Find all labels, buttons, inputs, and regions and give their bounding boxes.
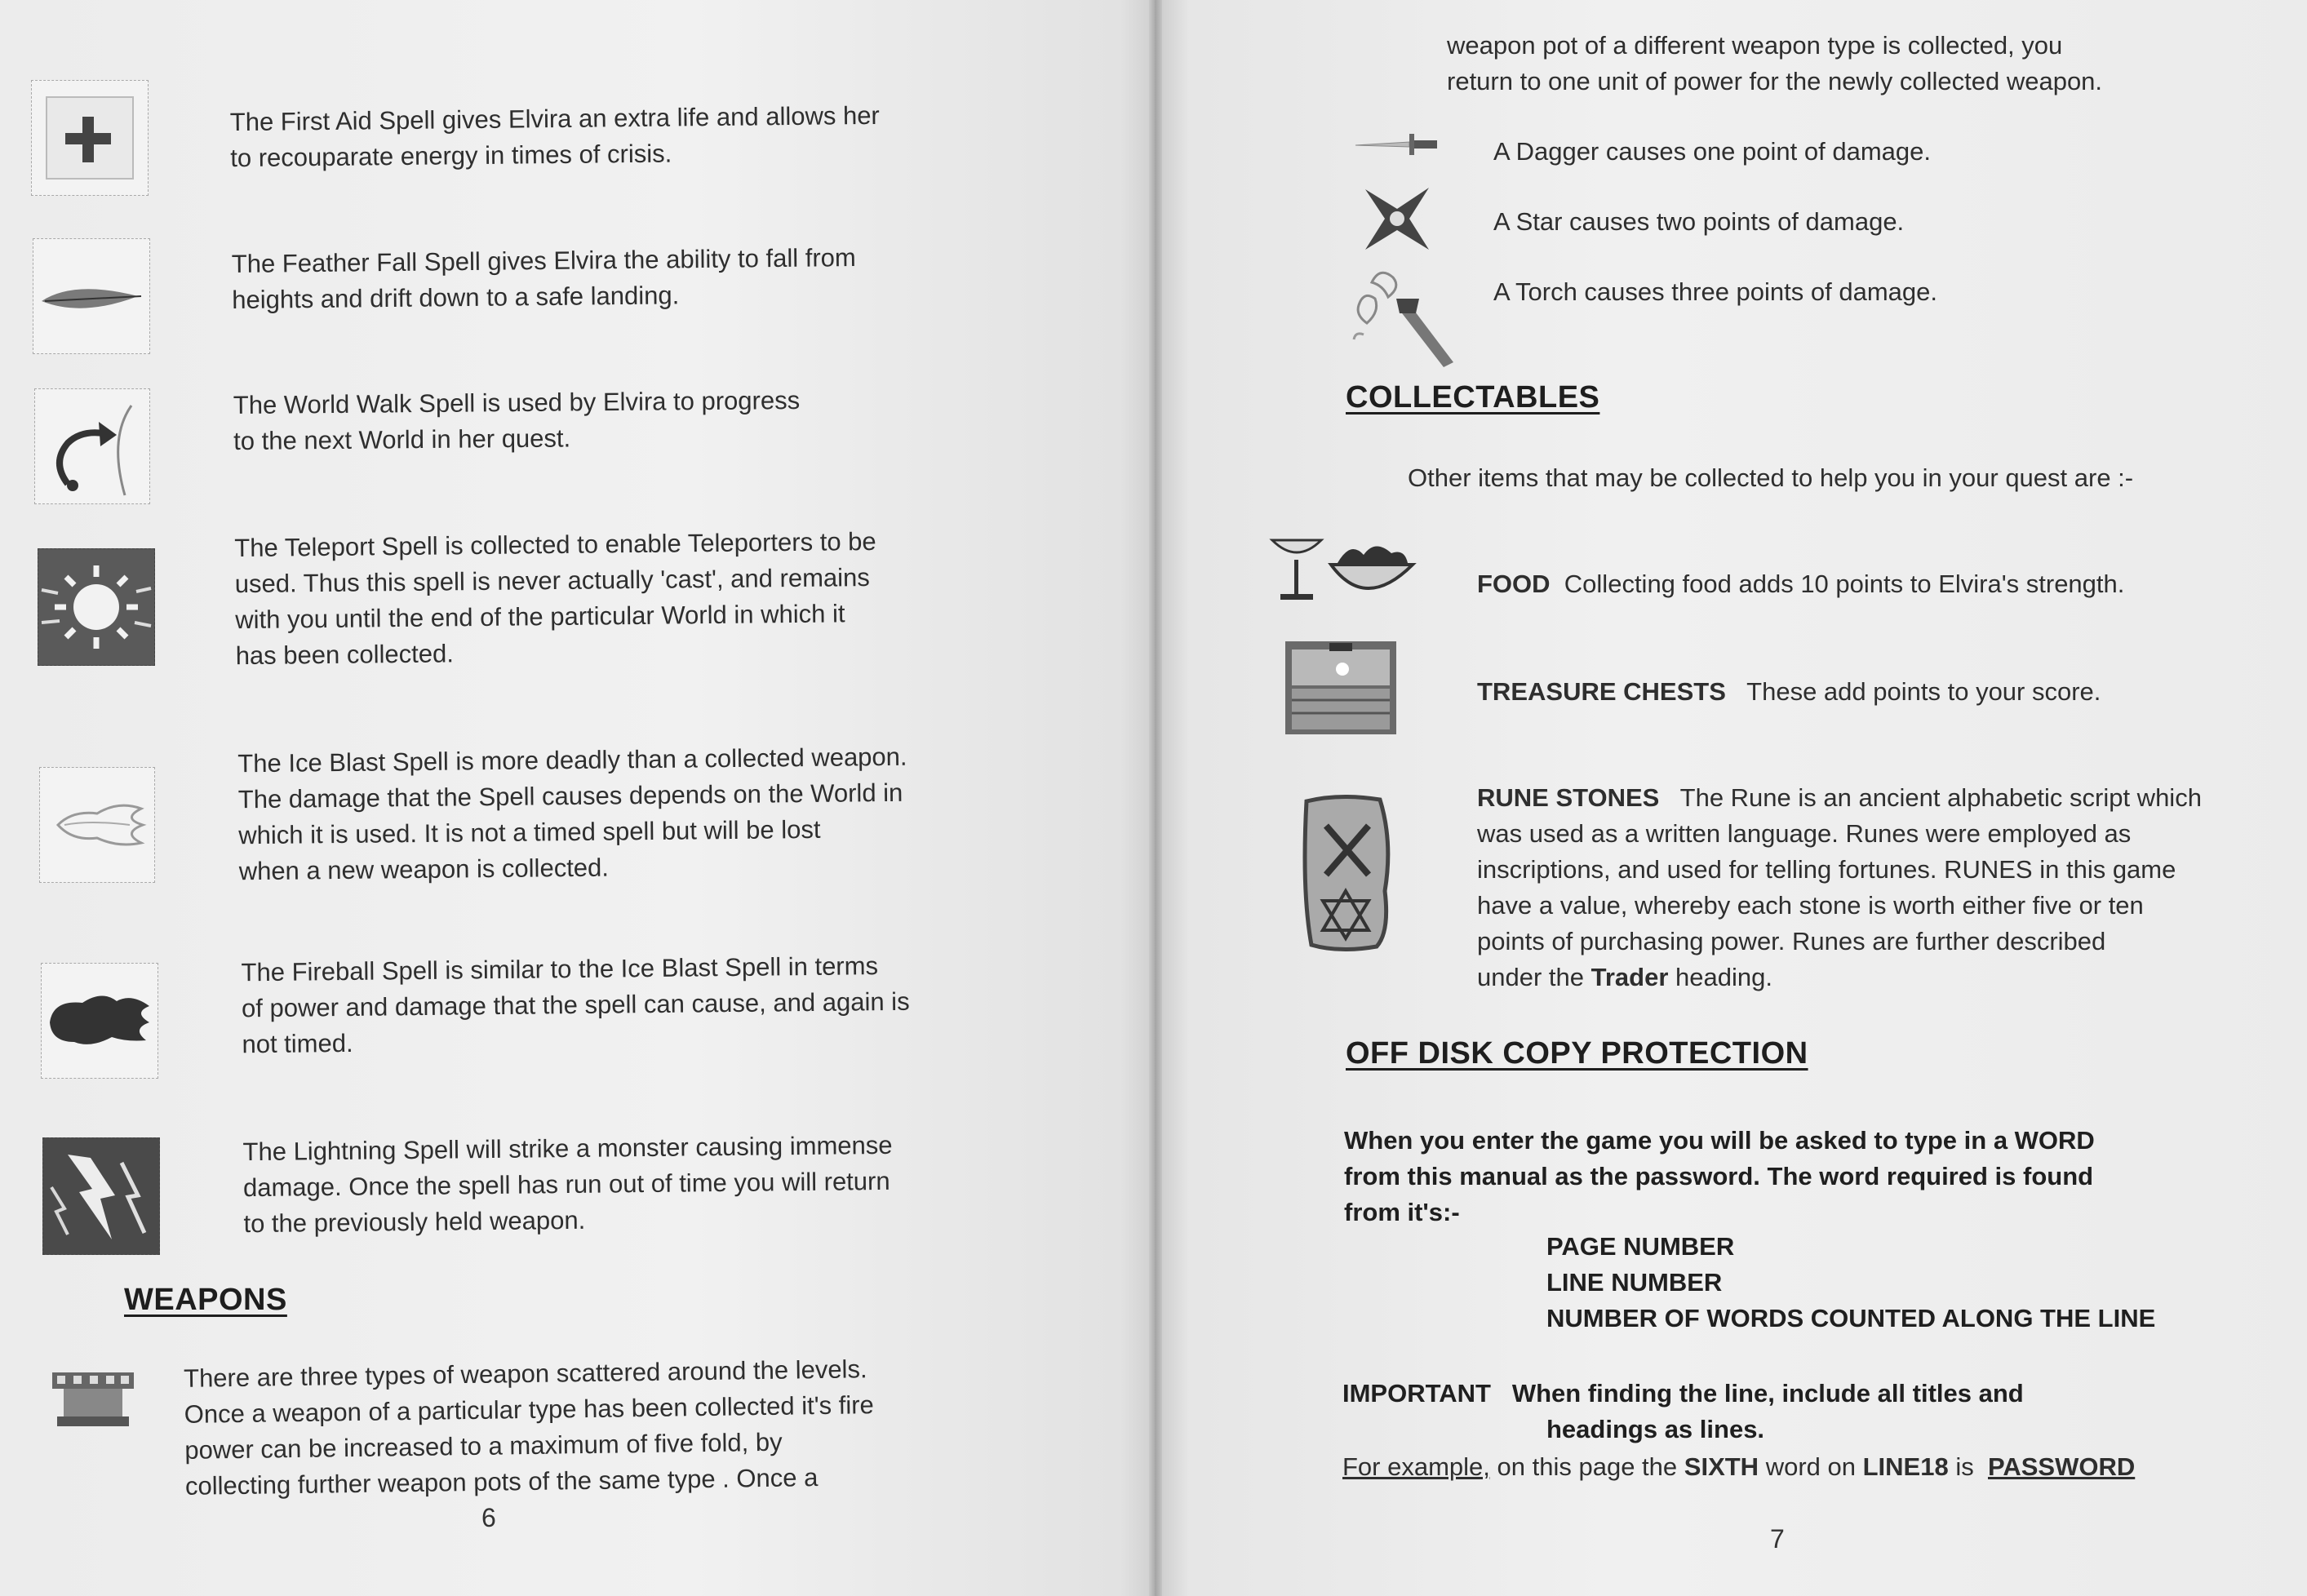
spell-first-aid-text: The First Aid Spell gives Elvira an extra life and allows her to recouparate energy in times of crisis. — [229, 100, 880, 173]
weapon-pot-icon — [46, 1368, 140, 1430]
page-number-right: 7 — [1770, 1524, 1785, 1554]
world-walk-arrow-icon — [34, 388, 150, 504]
dagger-icon — [1352, 127, 1442, 160]
book-gutter — [1149, 0, 1162, 1596]
weapons-heading: WEAPONS — [124, 1283, 287, 1317]
feather-icon — [33, 238, 150, 354]
lightning-icon — [42, 1137, 160, 1255]
fireball-icon — [41, 963, 158, 1079]
star-icon — [1360, 184, 1434, 253]
rune-stones-text: RUNE STONES The Rune is an ancient alphabetic script which was used as a written language. Runes were employed as inscriptions, and used for telling fortunes. RUNES in this game have a value, whereby each stone is worth either five or ten points of purchasing power. Runes are further described under the Trader heading. — [1477, 783, 2202, 991]
food-icon — [1269, 532, 1417, 607]
page-number-left: 6 — [481, 1503, 496, 1532]
collectables-heading: COLLECTABLES — [1346, 380, 1600, 415]
weapons-intro-text: There are three types of weapon scattered around the levels. Once a weapon of a particular type has been collected it's fire power can be increased to a maximum of five fold, by collecting further weapon pots of the same type . Once a — [183, 1354, 875, 1501]
treasure-chests-text: TREASURE CHESTS These add points to your score. — [1477, 677, 2101, 706]
copy-protection-heading: OFF DISK COPY PROTECTION — [1346, 1036, 1808, 1071]
spell-feather-fall-text: The Feather Fall Spell gives Elvira the ability to fall from heights and drift down to a safe landing. — [231, 242, 856, 315]
teleport-burst-icon — [38, 548, 155, 666]
spell-lightning-text: The Lightning Spell will strike a monster causing immense damage. Once the spell has run out of time you will return to the previously held weapon. — [242, 1130, 893, 1239]
first-aid-cross-icon — [31, 80, 149, 196]
food-text: FOOD Collecting food adds 10 points to Elvira's strength. — [1477, 570, 2125, 598]
torch-icon — [1347, 266, 1470, 367]
important-text: IMPORTANT When finding the line, include all titles and headings as lines. — [1342, 1379, 2024, 1443]
ice-blast-icon — [39, 767, 155, 883]
example-text: For example, on this page the SIXTH word on LINE18 is PASSWORD — [1342, 1452, 2136, 1481]
copy-protection-text: When you enter the game you will be asked to type in a WORD from this manual as the password. The word required is found from it's:- — [1344, 1126, 2095, 1226]
spell-ice-blast-text: The Ice Blast Spell is more deadly than a collected weapon. The damage that the Spell causes depends on the World in which it is used. It is not a timed spell but will be lost when a new weapon is collected. — [237, 742, 907, 886]
dagger-text: A Dagger causes one point of damage. — [1493, 137, 1931, 166]
right-page — [1155, 0, 2307, 1596]
copy-protection-items: PAGE NUMBER LINE NUMBER NUMBER OF WORDS COUNTED ALONG THE LINE — [1546, 1232, 2156, 1332]
spell-world-walk-text: The World Walk Spell is used by Elvira to progress to the next World in her quest. — [233, 385, 801, 456]
rune-stone-icon — [1298, 793, 1395, 953]
weapons-continued-text: weapon pot of a different weapon type is collected, you return to one unit of power for the newly collected weapon. — [1447, 31, 2103, 95]
treasure-chest-icon — [1284, 640, 1398, 736]
spell-teleport-text: The Teleport Spell is collected to enable Teleporters to be used. Thus this spell is never actually 'cast', and remains with you until the end of the particular World in which it has been collected. — [234, 526, 876, 671]
torch-text: A Torch causes three points of damage. — [1493, 277, 1937, 306]
spell-fireball-text: The Fireball Spell is similar to the Ice Blast Spell in terms of power and damage that the spell can cause, and again is not timed. — [241, 951, 910, 1059]
collectables-intro-text: Other items that may be collected to help you in your quest are :- — [1408, 463, 2134, 492]
star-text: A Star causes two points of damage. — [1493, 207, 1905, 236]
